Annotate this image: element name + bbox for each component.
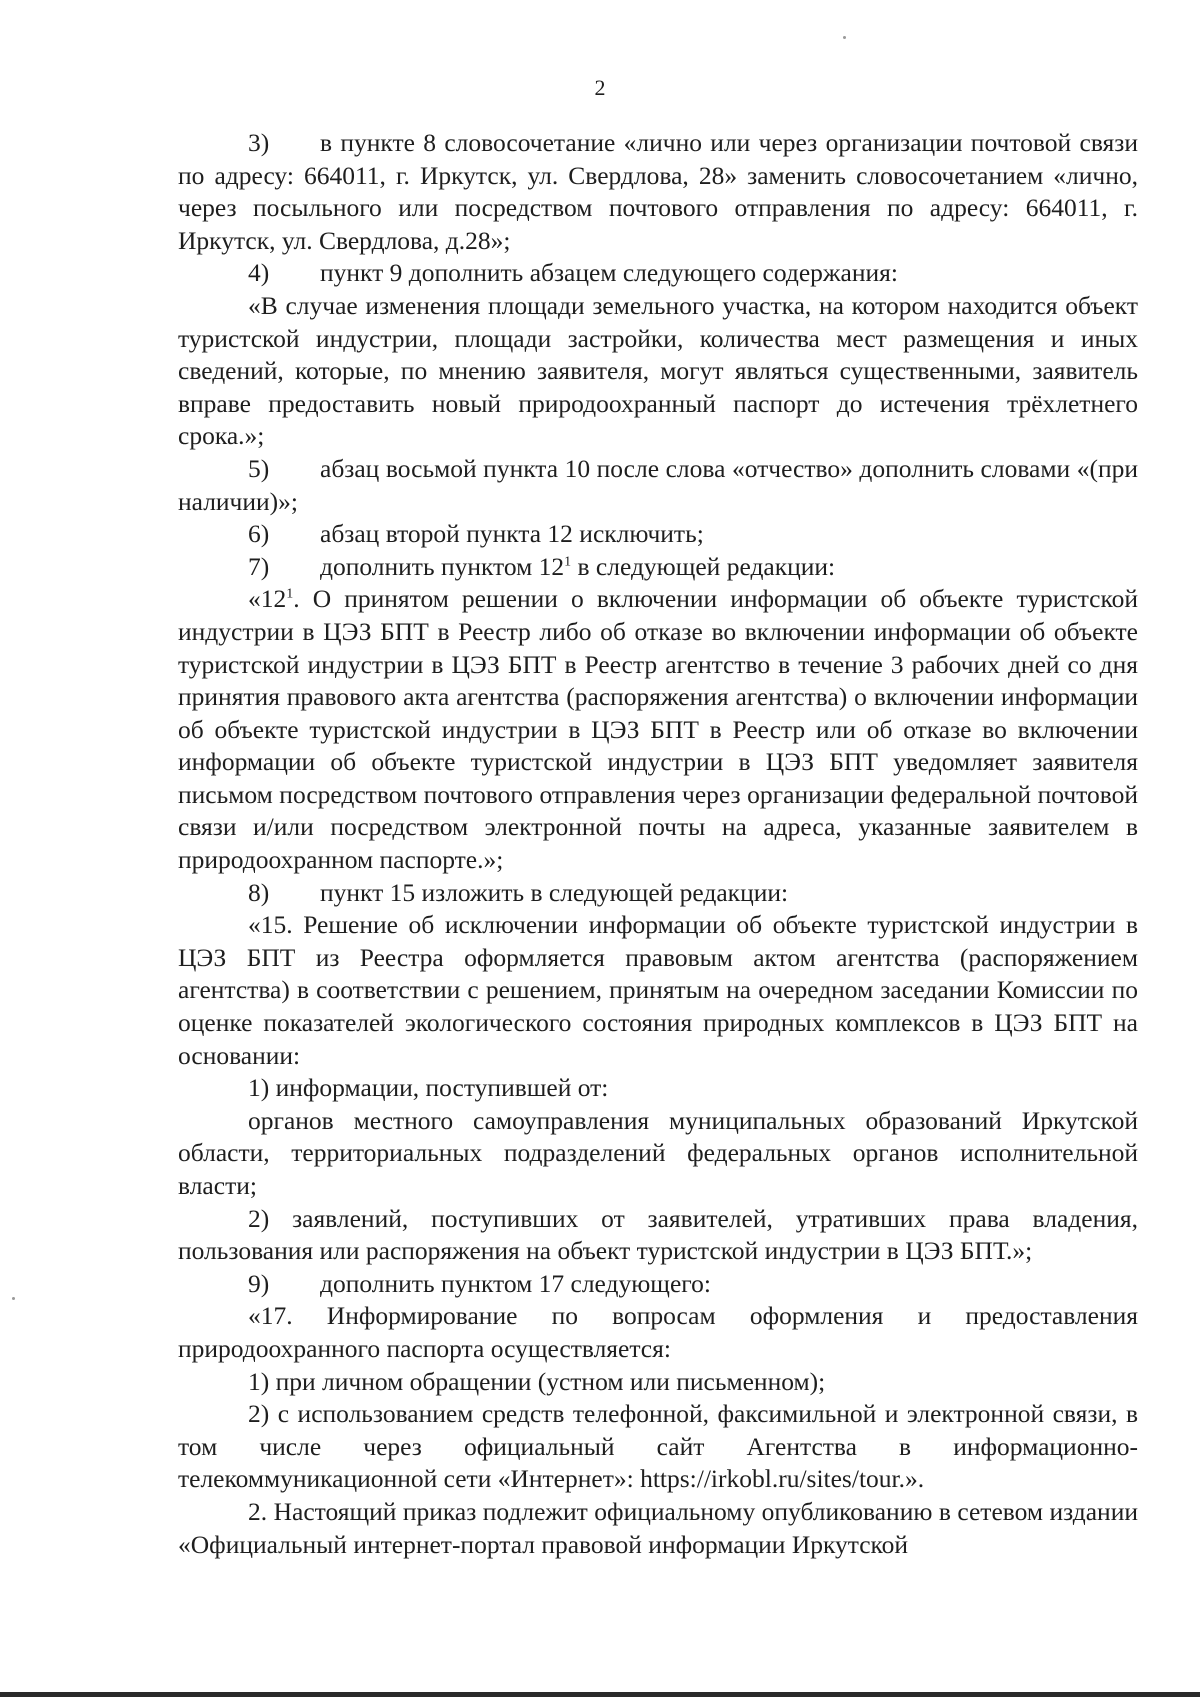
item-6-paragraph — [178, 518, 1138, 551]
section-2-paragraph: 2. Настоящий приказ подлежит официальному опубликованию в сетевом издании «Официальный интернет-портал правовой информации Иркутской — [178, 1496, 1138, 1559]
item-text: дополнить пунктом 12 — [320, 551, 565, 581]
item-number: 5) — [248, 453, 270, 483]
item-text: в пункте 8 словосочетание «лично или через организации почтовой связи по адресу: 664011, г. Иркутск, ул. Свердлова, 28» заменить словосочетанием «лично, через посыльного или посредством почтового отправления по адресу: 664011, г. Иркутск, ул. Свердлова, д.28»; — [178, 128, 1138, 255]
item-text: абзац восьмой пункта 10 после слова «отчество» дополнить словами «(при наличии)»; — [178, 453, 1138, 516]
superscript: 1 — [564, 554, 572, 570]
item-number: 4) — [248, 258, 270, 288]
item-number: 3) — [248, 128, 270, 157]
item-9-paragraph — [178, 1268, 1138, 1301]
item-3-paragraph — [178, 127, 1138, 257]
page-number: 2 — [594, 75, 606, 100]
item-7-paragraph — [178, 551, 1138, 584]
item-number: 9) — [248, 1268, 270, 1298]
item-text: пункт 15 изложить в следующей редакции: — [320, 877, 789, 907]
item-number: 7) — [248, 551, 270, 581]
scan-bottom-edge — [0, 1692, 1200, 1697]
item-9-sub-1: 1) при личном обращении (устном или письменном); — [248, 1366, 826, 1396]
item-text: абзац второй пункта 12 исключить; — [320, 519, 704, 549]
item-text: дополнить пунктом 17 следующего: — [320, 1268, 711, 1298]
item-8-quote-paragraph: «15. Решение об исключении информации об объекте туристской индустрии в ЦЭЗ БПТ из Реестра оформляется правовым актом агентства (распоряжением агентства) в соответствии с решением, принятым на очередном заседании Комиссии по оценке показателей экологического состояния природных комплексов в ЦЭЗ БПТ на основании: — [178, 910, 1138, 1070]
item-9-quote-paragraph: «17. Информирование по вопросам оформления и предоставления природоохранного паспорта осуществляется: — [178, 1301, 1138, 1363]
item-5-paragraph — [178, 453, 1138, 518]
quote-text: . О принятом решении о включении информации об объекте туристской индустрии в ЦЭЗ БПТ в Реестр либо об отказе во включении информации об объекте туристской индустрии в ЦЭЗ БПТ в Реестр агентство в течение 3 рабочих дней со дня принятия правового акта агентства (распоряжения агентства) о включении информации об объекте туристской индустрии в ЦЭЗ БПТ в Реестр или об отказе во включении информации об объекте туристской индустрии в ЦЭЗ БПТ уведомляет заявителя письмом посредством почтового отправления через организации федеральной почтовой связи и/или посредством электронной почты на адреса, указанные заявителем в природоохранном паспорте.»; — [178, 584, 1138, 875]
item-4-quote-paragraph: «В случае изменения площади земельного участка, на котором находится объект туристской индустрии, площади застройки, количества мест размещения и иных сведений, которые, по мнению заявителя, могут являться существенными, заявитель вправе предоставить новый природоохранный паспорт до истечения трёхлетнего срока.»; — [178, 290, 1138, 451]
superscript: 1 — [286, 586, 294, 602]
item-8-sub-1-text: органов местного самоуправления муниципальных образований Иркутской области, территориальных подразделений федеральных органов исполнительной власти; — [178, 1105, 1138, 1200]
item-4-paragraph — [178, 257, 1138, 290]
quote-text: «12 — [248, 584, 287, 614]
item-text: в следующей редакции: — [571, 551, 836, 581]
item-9-sub-2: 2) с использованием средств телефонной, факсимильной и электронной связи, в том числе через официальный сайт Агентства в информационно-телекоммуникационной сети «Интернет»: https://irkobl.ru/sites/tour.». — [178, 1399, 1138, 1494]
scan-speck — [843, 36, 846, 39]
item-8-sub-2: 2) заявлений, поступивших от заявителей, утративших права владения, пользования или распоряжения на объект туристской индустрии в ЦЭЗ БПТ.»; — [178, 1203, 1138, 1266]
item-8-sub-1: 1) информации, поступившей от: — [248, 1073, 609, 1103]
scan-speck — [12, 1297, 15, 1300]
item-text: пункт 9 дополнить абзацем следующего содержания: — [320, 258, 898, 288]
item-7-quote-paragraph — [178, 583, 1138, 876]
item-8-paragraph — [178, 877, 1138, 910]
document-body — [178, 127, 1138, 1561]
item-number: 6) — [248, 519, 270, 549]
item-number: 8) — [248, 877, 270, 907]
